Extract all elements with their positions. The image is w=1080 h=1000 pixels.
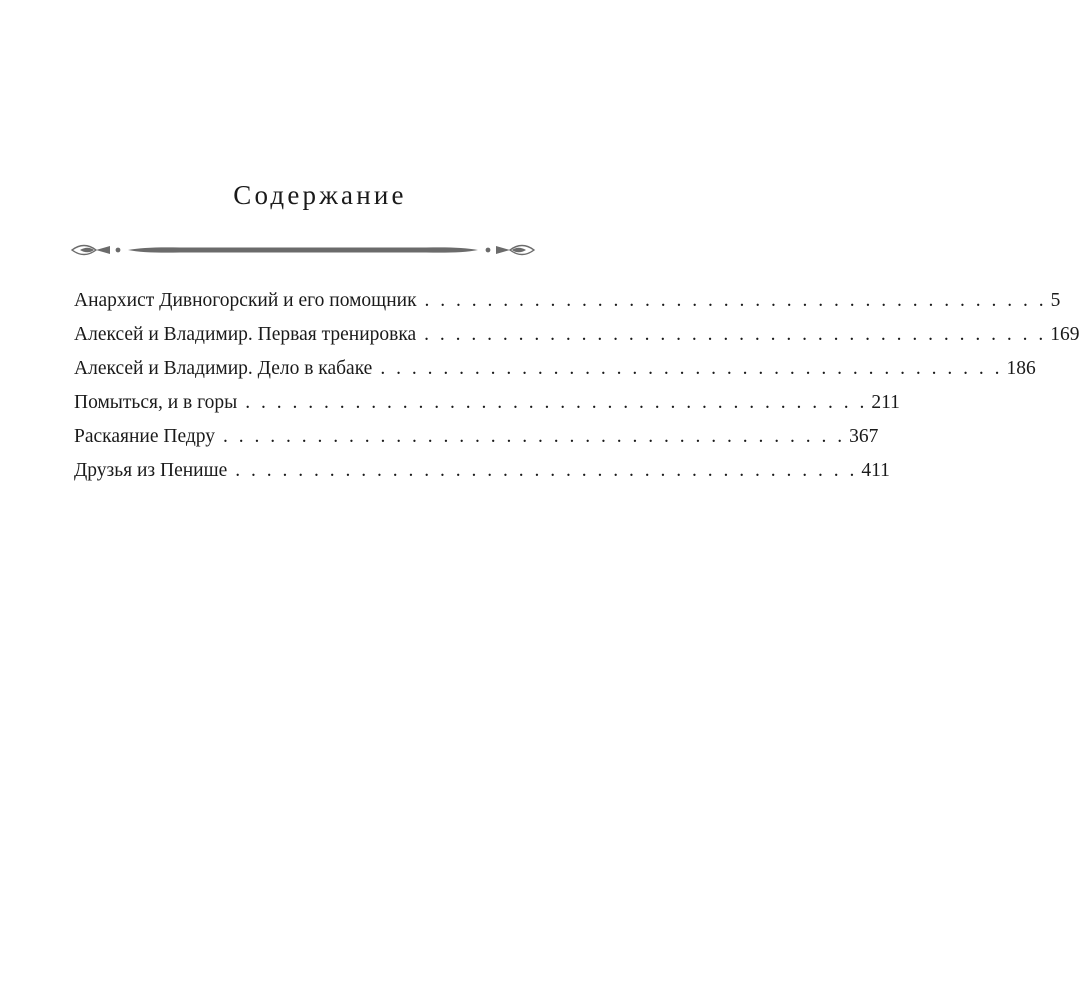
toc-entry-page: 411 xyxy=(861,460,890,481)
decorative-divider-ornament xyxy=(70,240,536,260)
toc-entry[interactable] xyxy=(74,460,890,494)
toc-dot-leader: . . . . . . . . . . . . . . . . . . . . . . . . . . . . . . . . . . . . . . . . xyxy=(223,426,846,447)
toc-dot-leader: . . . . . . . . . . . . . . . . . . . . . . . . . . . . . . . . . . . . . . . . xyxy=(245,392,868,413)
toc-entry-title: Раскаяние Педру xyxy=(74,426,216,447)
table-of-contents xyxy=(74,290,1080,494)
toc-entry-title: Алексей и Владимир. Дело в кабаке xyxy=(74,358,373,379)
toc-entry-page: 5 xyxy=(1050,290,1061,311)
toc-entry-page: 169 xyxy=(1050,324,1080,345)
toc-entry[interactable] xyxy=(74,324,1080,358)
toc-entry[interactable] xyxy=(74,392,900,426)
page-title: Содержание xyxy=(233,180,407,210)
toc-entry-title: Анархист Дивногорский и его помощник xyxy=(74,290,417,311)
toc-entry-page: 211 xyxy=(871,392,900,413)
toc-entry-title: Друзья из Пенише xyxy=(74,460,228,481)
toc-entry[interactable] xyxy=(74,358,1036,392)
toc-dot-leader: . . . . . . . . . . . . . . . . . . . . . . . . . . . . . . . . . . . . . . . . xyxy=(380,358,1003,379)
toc-entry-title: Алексей и Владимир. Первая тренировка xyxy=(74,324,417,345)
toc-dot-leader: . . . . . . . . . . . . . . . . . . . . . . . . . . . . . . . . . . . . . . . . xyxy=(424,324,1047,345)
toc-entry[interactable] xyxy=(74,290,1061,324)
toc-dot-leader: . . . . . . . . . . . . . . . . . . . . . . . . . . . . . . . . . . . . . . . . xyxy=(424,290,1047,311)
toc-entry-page: 367 xyxy=(849,426,879,447)
toc-entry-title: Помыться, и в горы xyxy=(74,392,238,413)
toc-entry-page: 186 xyxy=(1006,358,1036,379)
toc-entry[interactable] xyxy=(74,426,879,460)
toc-dot-leader: . . . . . . . . . . . . . . . . . . . . . . . . . . . . . . . . . . . . . . . . xyxy=(235,460,858,481)
